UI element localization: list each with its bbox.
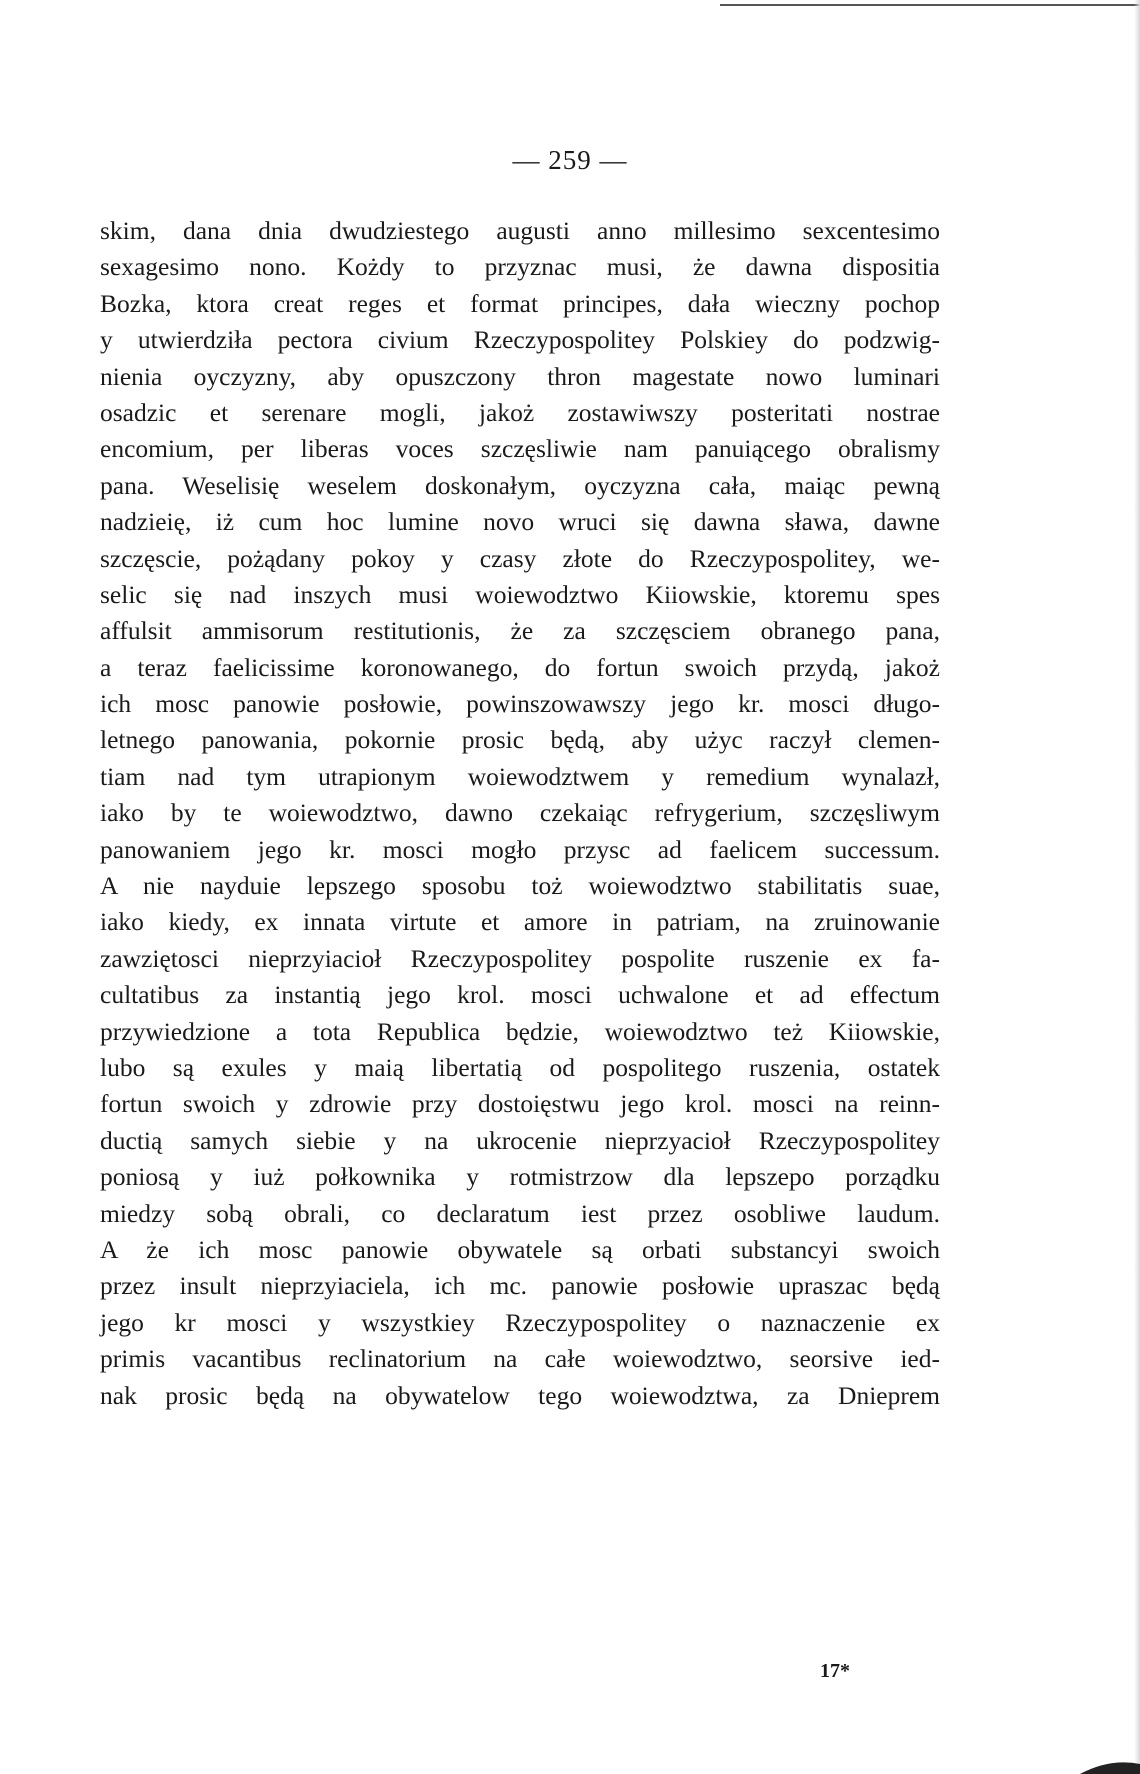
top-edge-rule — [720, 4, 1140, 6]
text-line: A nie nayduie lepszego sposobu toż woiewodztwo stabilitatis suae, — [100, 871, 940, 901]
text-line: panowaniem jego kr. mosci mogło przysc ad faelicem successum. — [100, 834, 940, 864]
text-line: A że ich mosc panowie obywatele są orbati substancyi swoich — [100, 1234, 940, 1264]
text-line: szczęscie, pożądany pokoy y czasy złote do Rzeczypospolitey, we- — [100, 543, 940, 573]
text-line: pana. Weselisię weselem doskonałym, oyczyzna cała, maiąc pewną — [100, 470, 940, 500]
text-line: zawziętosci nieprzyiacioł Rzeczypospolitey pospolite ruszenie ex fa- — [100, 943, 940, 973]
text-line: poniosą y iuż połkownika y rotmistrzow dla lepszepo porządku — [100, 1162, 940, 1192]
text-line: Bozka, ktora creat reges et format principes, dała wieczny pochop — [100, 288, 940, 318]
page-corner-shadow — [1080, 1754, 1140, 1774]
text-line: cultatibus za instantią jego krol. mosci uchwalone et ad effectum — [100, 980, 940, 1010]
text-line: ductią samych siebie y na ukrocenie nieprzyacioł Rzeczypospolitey — [100, 1125, 940, 1155]
text-line: sexagesimo nono. Kożdy to przyznac musi, że dawna dispositia — [100, 252, 940, 282]
text-line: przywiedzione a tota Republica będzie, woiewodztwo też Kiiowskie, — [100, 1016, 940, 1046]
text-line: y utwierdziła pectora civium Rzeczypospolitey Polskiey do podzwig- — [100, 325, 940, 355]
text-line: skim, dana dnia dwudziestego augusti anno millesimo sexcentesimo — [100, 216, 940, 245]
text-line: primis vacantibus reclinatorium na całe woiewodztwo, seorsive ied- — [100, 1344, 940, 1374]
text-line: przez insult nieprzyiaciela, ich mc. panowie posłowie upraszac będą — [100, 1271, 940, 1301]
text-line: jego kr mosci y wszystkiey Rzeczypospolitey o naznaczenie ex — [100, 1307, 940, 1337]
text-line: miedzy sobą obrali, co declaratum iest przez osobliwe laudum. — [100, 1198, 940, 1228]
text-line: ich mosc panowie posłowie, powinszowawszy jego kr. mosci długo- — [100, 689, 940, 719]
page-edge-shadow — [1134, 0, 1140, 1774]
body-text — [100, 213, 940, 1414]
text-line: selic się nad inszych musi woiewodztwo Kiiowskie, ktoremu spes — [100, 579, 940, 609]
text-line: iako kiedy, ex innata virtute et amore in patriam, na zruinowanie — [100, 907, 940, 937]
text-line: nadzieię, iż cum hoc lumine novo wruci się dawna sława, dawne — [100, 507, 940, 537]
text-line: nak prosic będą na obywatelow tego woiewodztwa, za Dnieprem — [100, 1380, 940, 1410]
text-line: letnego panowania, pokornie prosic będą, aby użyc raczył clemen- — [100, 725, 940, 755]
text-line: iako by te woiewodztwo, dawno czekaiąc refrygerium, szczęsliwym — [100, 798, 940, 828]
text-line: osadzic et serenare mogli, jakoż zostawiwszy posteritati nostrae — [100, 397, 940, 427]
text-line: a teraz faelicissime koronowanego, do fortun swoich przydą, jakoż — [100, 652, 940, 682]
text-line: lubo są exules y maią libertatią od pospolitego ruszenia, ostatek — [100, 1052, 940, 1082]
text-line: nienia oyczyzny, aby opuszczony thron magestate nowo luminari — [100, 361, 940, 391]
text-line: encomium, per liberas voces szczęsliwie nam panuiącego obralismy — [100, 434, 940, 464]
page-number: — 259 — — [512, 145, 628, 175]
text-line: tiam nad tym utrapionym woiewodztwem y remedium wynalazł, — [100, 761, 940, 791]
signature-mark: 17* — [820, 1660, 850, 1682]
text-line: affulsit ammisorum restitutionis, że za szczęsciem obranego pana, — [100, 616, 940, 646]
text-line: fortun swoich y zdrowie przy dostoięstwu jego krol. mosci na reinn- — [100, 1089, 940, 1119]
